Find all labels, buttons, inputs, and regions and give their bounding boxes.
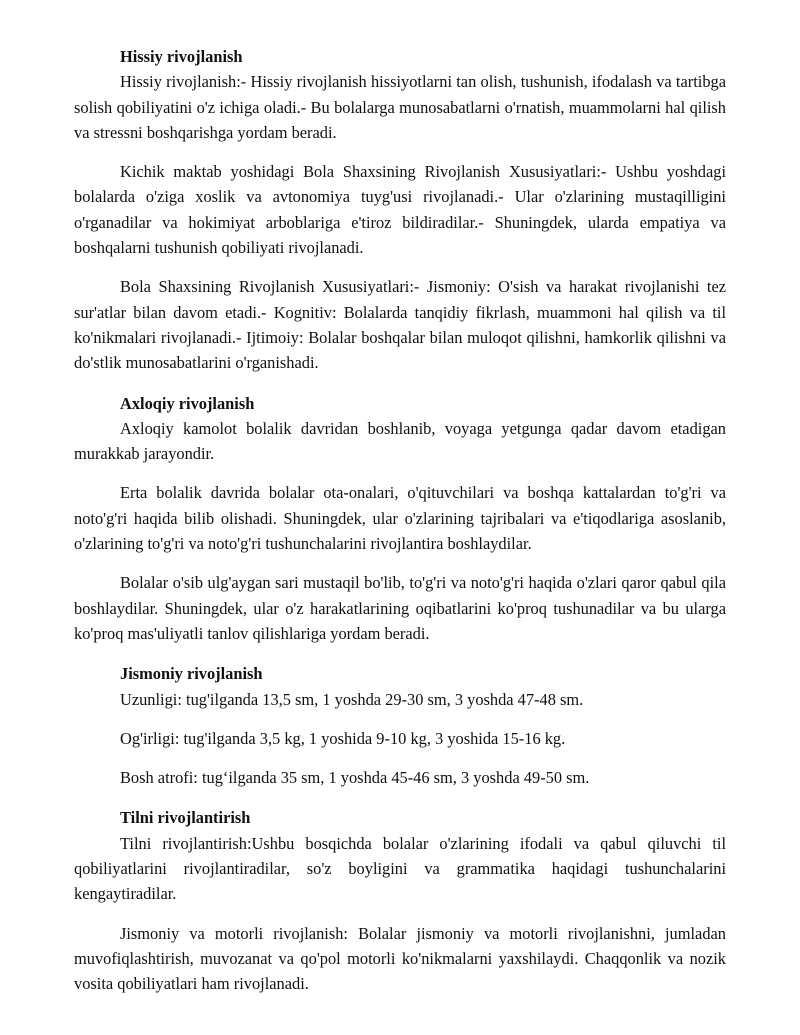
section-heading: Axloqiy rivojlanish bbox=[120, 393, 255, 413]
paragraph: Erta bolalik davrida bolalar ota-onalari, o'qituvchilari va boshqa kattalardan to'g'ri va noto'g'ri haqida bilib olishadi. Shuningdek, ular o'zlarining tajribalari va e'tiqodlariga asoslanib, o'zlarining to'g'ri va noto'g'ri tushunchalarini rivojlantira boshlaydilar. bbox=[74, 483, 726, 554]
section-moral-development bbox=[74, 391, 726, 647]
section-physical-development bbox=[74, 661, 726, 790]
section-heading: Tilni rivojlantirish bbox=[120, 808, 251, 828]
document-page bbox=[74, 44, 726, 1012]
paragraph: Bolalar o'sib ulg'aygan sari mustaqil bo'lib, to'g'ri va noto'g'ri haqida o'zlari qaror qabul qila boshlaydilar. Shuningdek, ular o'z harakatlarining oqibatlarini ko'proq tushunadilar va bu ularga ko'proq mas'uliyatli tanlov qilishlariga yordam beradi. bbox=[74, 573, 726, 643]
section-language-development bbox=[74, 805, 726, 996]
paragraph: Jismoniy va motorli rivojlanish: Bolalar jismoniy va motorli rivojlanishni, jumladan muvofiqlashtirish, muvozanat va qo'pol motorli ko'nikmalarni yaxshilaydi. Chaqqonlik va nozik vosita qobiliyatlari ham rivojlanadi. bbox=[74, 923, 726, 994]
measurement-line: Og'irligi: tug'ilganda 3,5 kg, 1 yoshida 9-10 kg, 3 yoshida 15-16 kg. bbox=[120, 728, 566, 748]
paragraph: Axloqiy kamolot bolalik davridan boshlanib, voyaga yetgunga qadar davom etadigan murakkab jarayondir. bbox=[74, 418, 726, 464]
measurement-line: Uzunligi: tug'ilganda 13,5 sm, 1 yoshda 29-30 sm, 3 yoshda 47-48 sm. bbox=[120, 689, 584, 709]
paragraph: Bola Shaxsining Rivojlanish Xususiyatlari:- Jismoniy: O'sish va harakat rivojlanishi tez sur'atlar bilan davom etadi.- Kognitiv: Bolalarda tanqidiy fikrlash, muammoni hal qilish va til ko'nikmalari rivojlanadi.- Ijtimoiy: Bolalar boshqalar bilan muloqot qilishni, hamkorlik qilishni va do'stlik munosabatlarini o'rganishadi. bbox=[74, 277, 726, 373]
paragraph: Tilni rivojlantirish:Ushbu bosqichda bolalar o'zlarining ifodali va qabul qiluvchi til qobiliyatlarini rivojlantiradilar, so'z boyligini va grammatika haqidagi tushunchalarini kengaytiradilar. bbox=[74, 833, 726, 904]
measurement-line: Bosh atrofi: tug‘ilganda 35 sm, 1 yoshda 45-46 sm, 3 yoshda 49-50 sm. bbox=[120, 768, 590, 788]
section-heading: Jismoniy rivojlanish bbox=[120, 664, 263, 684]
paragraph: Hissiy rivojlanish:- Hissiy rivojlanish hissiyotlarni tan olish, tushunish, ifodalash va tartibga solish qobiliyatini o'z ichiga oladi.- Bu bolalarga munosabatlarni o'rnatish, muammolarni hal qilish va stressni boshqarishga yordam beradi. bbox=[74, 72, 726, 142]
section-emotional-development bbox=[74, 44, 726, 376]
section-heading: Hissiy rivojlanish bbox=[120, 47, 243, 66]
paragraph: Kichik maktab yoshidagi Bola Shaxsining Rivojlanish Xususiyatlari:- Ushbu yoshdagi bolalarda o'ziga xoslik va avtonomiya tuyg'usi rivojlanadi.- Ular o'zlarining mustaqilligini o'rganadilar va hokimiyat arboblariga e'tiroz bildiradilar.- Shuningdek, ularda empatiya va boshqalarni tushunish qobiliyati rivojlanadi. bbox=[74, 162, 726, 258]
